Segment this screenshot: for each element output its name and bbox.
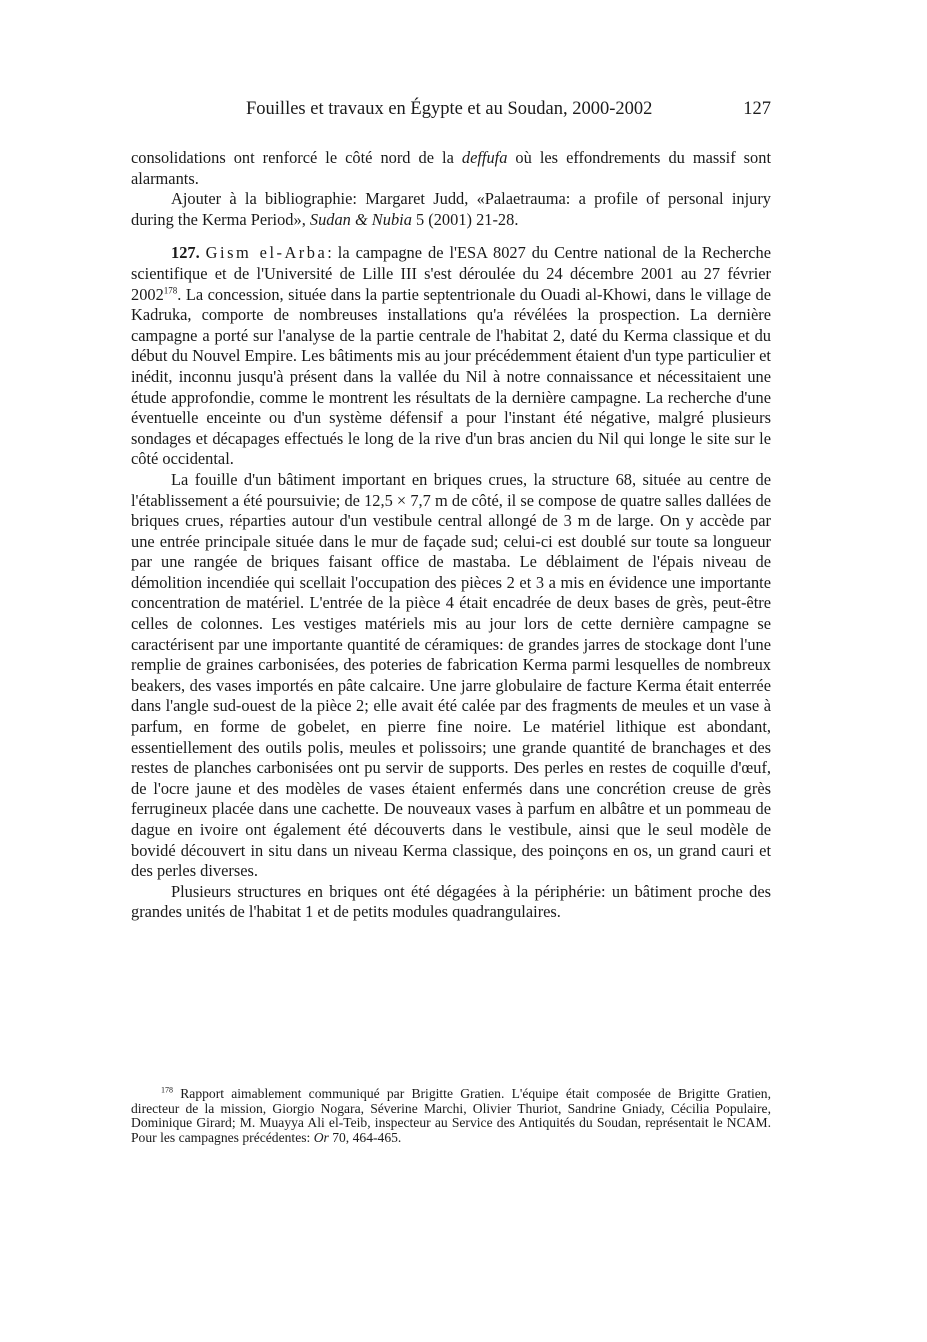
paragraph-entry-127 (131, 243, 771, 470)
footnotes (131, 1087, 771, 1145)
paragraph-text: La fouille d'un bâtiment important en briques crues, la structure 68, située au centre de l'établissement a été poursuivie; de 12,5 × 7,7 m de côté, il se compose de quatre salles dallées de briques crues, réparties autour d'un vestibule central allongé de 3 m de large. On y accède par une entrée principale située dans le mur de façade sud; celui-ci est doublé sur toute sa longueur par une rangée de briques faisant office de mastaba. Le déblaiment de l'épais niveau de démolition incendiée qui scellait l'occupation des pièces 2 et 3 a mis en évidence une importante concentration de matériel. L'entrée de la pièce 4 était encadrée de deux bases de grès, peut-être celles de colonnes. Les vestiges matériels mis au jour lors de cette dernière campagne se caractérisent par une importante quantité de céramiques: de grandes jarres de stockage dont l'une remplie de graines carbonisées, des poteries de fabrication Kerma parmi lesquelles de nombreux beakers, des vases importés en pâte calcaire. Une jarre globulaire de facture Kerma était enterrée dans l'angle sud-ouest de la pièce 2; elle avait été calée par des fragments de meules et un vase à parfum, en forme de gobelet, en pierre fine noire. Le matériel lithique est abondant, essentiellement des outils polis, meules et polissoirs; une grande quantité de branchages et des restes de planches carbonisées ont pu servir de supports. Des perles en restes de coquille d'œuf, de l'ocre jaune et des modèles de vases étaient enfermés dans une concrétion creuse de grès ferrugineux placée dans une cachette. De nouveaux vases à parfum en albâtre et un pommeau de dague en ivoire ont également été découverts dans le vestibule, ainsi que le seul modèle de bovidé découvert in situ dans un niveau Kerma classique, des poinçons en os, un grand cauri et des perles diverses. (131, 469, 771, 881)
main-text (131, 148, 771, 923)
footnote-text: 70, 464-465. (328, 1129, 402, 1145)
paragraph-structures (131, 882, 771, 923)
paragraph-bibliography (131, 189, 771, 230)
paragraph-excavation (131, 470, 771, 882)
footnote-178 (131, 1087, 771, 1145)
page-number: 127 (743, 99, 771, 119)
running-header (131, 97, 771, 121)
italic-term: deffufa (461, 148, 508, 167)
footnote-reference: 178 (163, 285, 178, 296)
entry-number: 127. (171, 243, 200, 263)
journal-abbreviation: Or (313, 1129, 329, 1145)
paragraph-text: où les effondrements du massif sont alarmants. (131, 148, 772, 188)
paragraph-text: : la campagne de l'ESA 8027 du Centre national de la Recherche scientifique et de l'Université de Lille III s'est déroulée du 24 décembre 2001 au 27 février 2002 (131, 243, 771, 304)
paragraph-text: consolidations ont renforcé le côté nord de la (131, 148, 462, 167)
paragraph-text: Ajouter à la bibliographie: Margaret Judd, «Palaetrauma: a profile of personal injury during the Kerma Period», (131, 189, 771, 229)
paragraph-continuation (131, 148, 771, 189)
paragraph-text: Plusieurs structures en briques ont été dégagées à la périphérie: un bâtiment proche des grandes unités de l'habitat 1 et de petits modules quadrangulaires. (131, 881, 771, 922)
site-name: Gism el-Arba (205, 243, 328, 263)
footnote-text: Rapport aimablement communiqué par Brigitte Gratien. L'équipe était composée de Brigitte Gratien, directeur de la mission, Giorgio Nogara, Séverine Marchi, Olivier Thuriot, Sandrine Gniady, Cécilia Populaire, Dominique Girard; M. Muayya Ali el-Teib, inspecteur au Service des Antiquités du Soudan, représentait le NCAM. Pour les campagnes précédentes: (131, 1086, 771, 1145)
paragraph-text: . La concession, située dans la partie septentrionale du Ouadi al-Khowi, dans le village de Kadruka, comporte de nombreuses installations qu'a révélées la prospection. La dernière campagne a porté sur l'analyse de la partie centrale de l'habitat 2, daté du Kerma classique et du début du Nouvel Empire. Les bâtiments mis au jour précédemment étaient d'un type particulier et inédit, inconnu jusqu'à présent dans la vallée du Nil à notre connaissance et nécessitaient une étude approfondie, comme le montrent les résultats de la dernière campagne. La recherche d'une éventuelle enceinte ou d'un système défensif a pour l'instant été négative, malgré plusieurs sondages et décapages effectués le long de la rive d'un bras ancien du Nil qui longe le site sur le côté occidental. (131, 284, 771, 469)
running-title: Fouilles et travaux en Égypte et au Soudan, 2000-2002 (246, 99, 653, 119)
footnote-number: 178 (161, 1085, 173, 1095)
paragraph-text: 5 (2001) 21-28. (411, 209, 519, 229)
journal-title: Sudan & Nubia (309, 209, 412, 229)
